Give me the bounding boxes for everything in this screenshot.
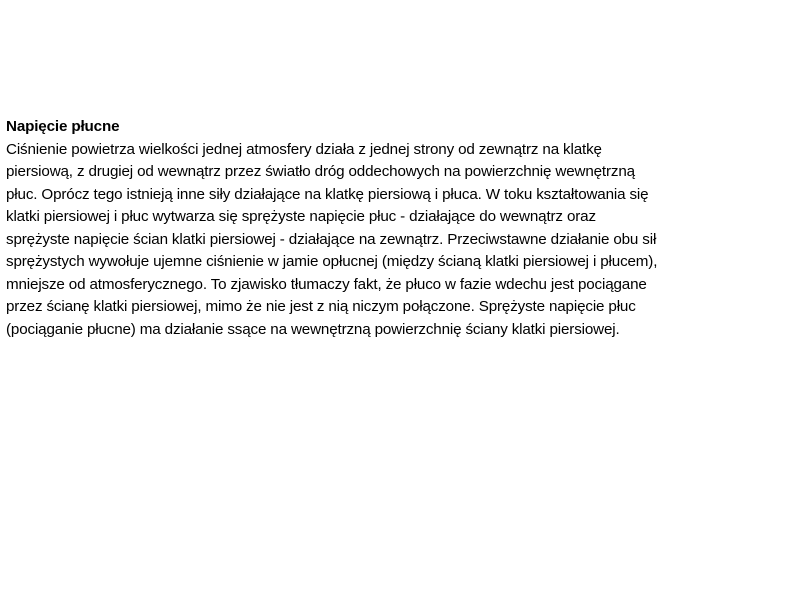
body-paragraph — [6, 139, 792, 342]
paragraph-line: klatki piersiowej i płuc wytwarza się sprężyste napięcie płuc - działające do wewnątrz oraz — [6, 208, 596, 225]
paragraph-line: płuc. Oprócz tego istnieją inne siły działające na klatkę piersiową i płuca. W toku kształtowania się — [6, 185, 649, 203]
paragraph-line: przez ścianę klatki piersiowej, mimo że nie jest z nią niczym połączone. Sprężyste napięcie płuc — [6, 298, 636, 315]
paragraph-line: sprężystych wywołuje ujemne ciśnienie w jamie opłucnej (między ścianą klatki piersiowej i płucem), — [6, 253, 658, 270]
paragraph-line: mniejsze od atmosferycznego. To zjawisko tłumaczy fakt, że płuco w fazie wdechu jest pociągane — [6, 275, 647, 293]
paragraph-line: piersiową, z drugiej od wewnątrz przez światło dróg oddechowych na powierzchnię wewnętrzną — [6, 163, 635, 180]
paragraph-line: Ciśnienie powietrza wielkości jednej atmosfery działa z jednej strony od zewnątrz na klatkę — [6, 140, 602, 158]
heading: Napięcie płucne — [6, 118, 120, 135]
paragraph-line: (pociąganie płucne) ma działanie ssące na wewnętrzną powierzchnię ściany klatki piersiowej. — [6, 320, 620, 338]
text-block — [6, 116, 792, 341]
paragraph-line: sprężyste napięcie ścian klatki piersiowej - działające na zewnątrz. Przeciwstawne działanie obu sił — [6, 230, 657, 248]
